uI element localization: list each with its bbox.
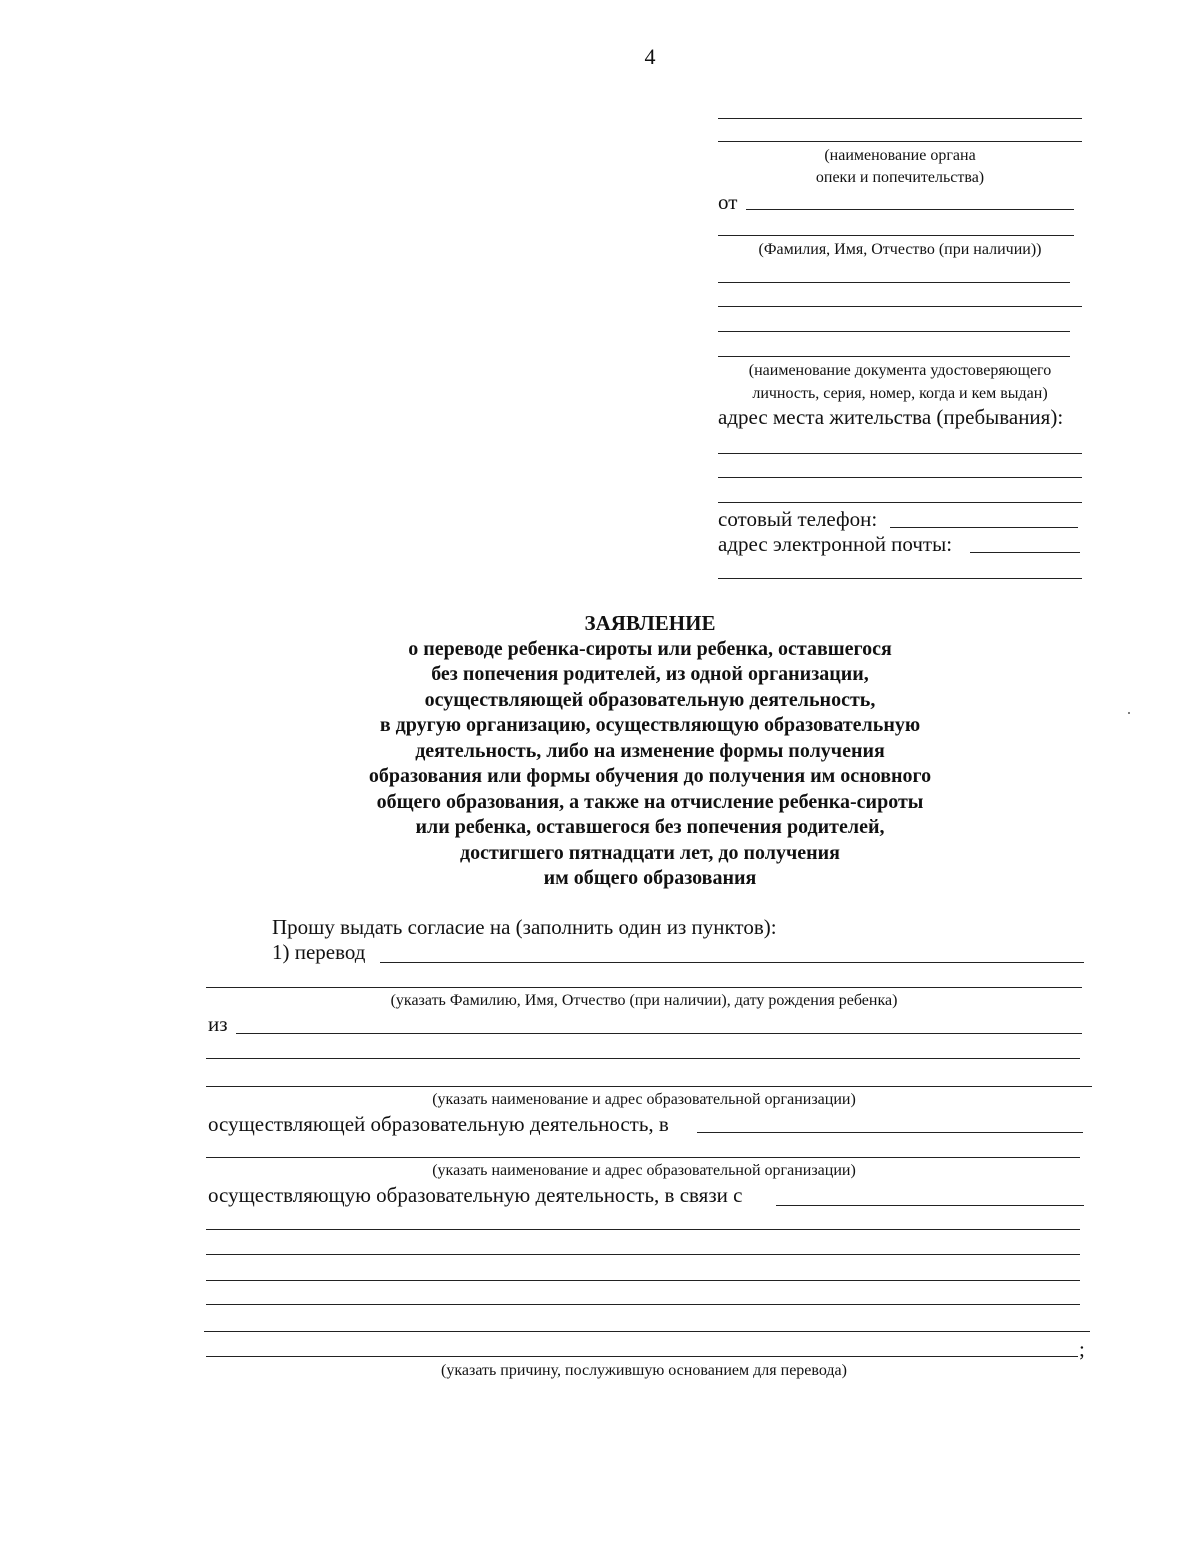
from-org-line-3[interactable] [206, 1086, 1092, 1087]
reason-line-2[interactable] [206, 1229, 1080, 1230]
document-line-1[interactable] [718, 282, 1070, 283]
from-line[interactable] [746, 209, 1074, 210]
phone-line[interactable] [890, 527, 1078, 528]
reason-line-6[interactable] [204, 1331, 1090, 1332]
reason-caption: (указать причину, послужившую основанием для перевода) [441, 1362, 847, 1379]
address-line-2[interactable] [718, 477, 1082, 478]
page-number: 4 [644, 44, 656, 69]
from-org-line-2[interactable] [206, 1058, 1080, 1059]
document-caption-2: личность, серия, номер, когда и кем выдан) [752, 385, 1048, 402]
reason-line-4[interactable] [206, 1280, 1080, 1281]
in-org-label: осуществляющей образовательную деятельность, в [208, 1112, 669, 1136]
speck [1128, 712, 1130, 714]
address-line-1[interactable] [718, 453, 1082, 454]
semicolon: ; [1079, 1337, 1085, 1361]
from-label: от [718, 190, 738, 214]
title-line: в другую организацию, осуществляющую образовательную [379, 714, 921, 736]
organ-caption-1: (наименование органа [824, 147, 976, 164]
org-caption-2: (указать наименование и адрес образовательной организации) [432, 1162, 856, 1179]
org-caption-1: (указать наименование и адрес образовательной организации) [432, 1091, 856, 1108]
organ-caption-2: опеки и попечительства) [815, 169, 985, 186]
document-line-4[interactable] [718, 356, 1070, 357]
title-line: о переводе ребенка-сироты или ребенка, оставшегося [408, 637, 892, 660]
title-line: достигшего пятнадцати лет, до получения [460, 841, 840, 864]
organ-line-2[interactable] [718, 141, 1082, 142]
fio-line[interactable] [718, 235, 1074, 236]
title-line: без попечения родителей, из одной организации, [431, 663, 869, 685]
transfer-line[interactable] [380, 962, 1084, 963]
from-org-line-1[interactable] [236, 1033, 1082, 1034]
child-line[interactable] [206, 987, 1082, 988]
in-org-line-1[interactable] [697, 1132, 1083, 1133]
reason-label: осуществляющую образовательную деятельность, в связи с [208, 1183, 743, 1207]
document-line-2[interactable] [718, 306, 1082, 307]
title-line: или ребенка, оставшегося без попечения родителей, [415, 816, 885, 838]
title-main: ЗАЯВЛЕНИЕ [584, 611, 716, 635]
email-line-2[interactable] [718, 578, 1082, 579]
organ-line-1[interactable] [718, 118, 1082, 119]
document-title [300, 611, 1000, 892]
email-label: адрес электронной почты: [718, 532, 953, 556]
fio-caption: (Фамилия, Имя, Отчество (при наличии)) [758, 241, 1042, 258]
phone-label: сотовый телефон: [718, 507, 878, 531]
title-line: общего образования, а также на отчисление ребенка-сироты [376, 790, 924, 813]
document-caption-1: (наименование документа удостоверяющего [748, 362, 1052, 379]
title-line: образования или формы обучения до получения им основного [368, 765, 932, 787]
reason-line-3[interactable] [206, 1254, 1080, 1255]
title-line: деятельность, либо на изменение формы получения [415, 739, 885, 762]
from-org-label: из [208, 1012, 228, 1036]
reason-line-1[interactable] [776, 1205, 1084, 1206]
address-label: адрес места жительства (пребывания): [718, 405, 1064, 429]
reason-line-5[interactable] [206, 1304, 1080, 1305]
in-org-line-2[interactable] [206, 1157, 1080, 1158]
child-caption: (указать Фамилию, Имя, Отчество (при наличии), дату рождения ребенка) [390, 992, 898, 1009]
title-line: им общего образования [543, 867, 757, 889]
title-line: осуществляющей образовательную деятельность, [424, 688, 876, 711]
email-line[interactable] [970, 552, 1080, 553]
document-line-3[interactable] [718, 331, 1070, 332]
reason-line-7[interactable] [206, 1356, 1078, 1357]
address-line-3[interactable] [718, 502, 1082, 503]
item1-label: 1) перевод [272, 940, 366, 964]
request-text: Прошу выдать согласие на (заполнить один из пунктов): [272, 915, 777, 939]
